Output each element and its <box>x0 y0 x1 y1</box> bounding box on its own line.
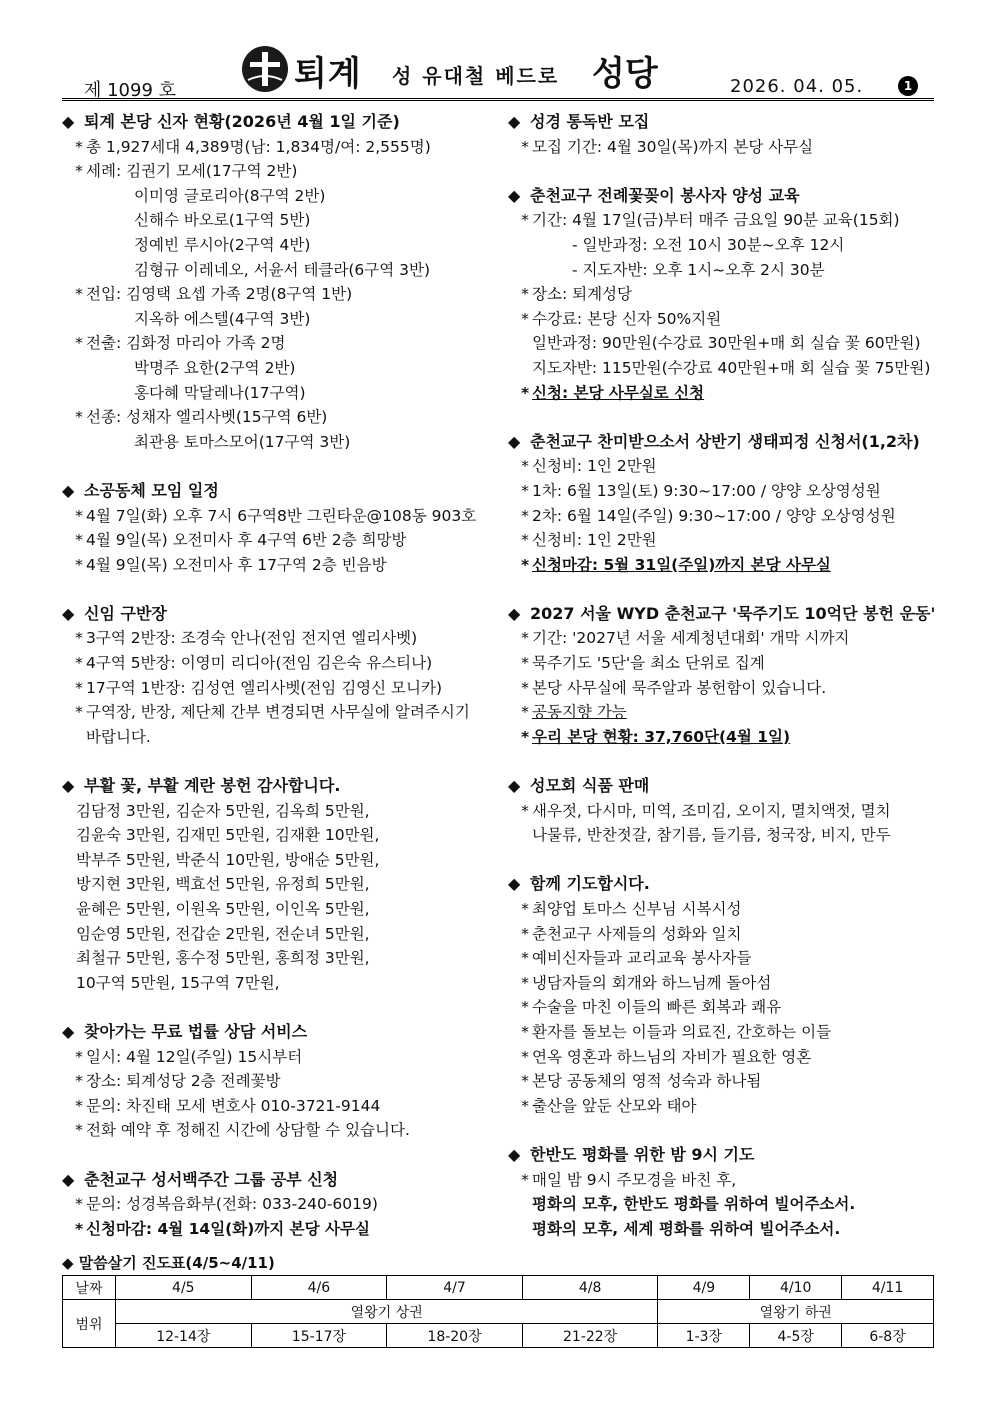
table-cell: 12-14장 <box>116 1324 252 1348</box>
table-cell: 6-8장 <box>842 1324 934 1348</box>
small-community-section <box>62 479 502 577</box>
list-item: 윤혜은 5만원, 이원옥 5만원, 이인옥 5만원, <box>76 900 370 918</box>
asterisk-bullet-icon: * <box>75 555 83 574</box>
list-item: 나물류, 반찬젓갈, 참기름, 들기름, 청국장, 비지, 만두 <box>532 826 891 845</box>
church-word: 성당 <box>592 54 658 94</box>
list-item: 문의: 차진태 모세 변호사 010-3721-9144 <box>86 1096 381 1115</box>
list-item: 박명주 요한(2구역 2반) <box>134 358 296 377</box>
list-item: 방지현 3만원, 백효선 5만원, 유정희 5만원, <box>76 875 370 894</box>
list-item: 연옥 영혼과 하느님의 자비가 필요한 영혼 <box>532 1047 812 1066</box>
section-title: 소공동체 모임 일정 <box>84 480 219 500</box>
list-item: 일반과정: 90만원(수강료 30만원+매 회 실습 꽃 60만원) <box>532 334 921 353</box>
section-title: 퇴계 본당 신자 현황(2026년 4월 1일 기준) <box>84 112 400 131</box>
list-item: - 일반과정: 오전 10시 30분~오후 12시 <box>572 235 845 254</box>
list-item: 매일 밤 9시 주모경을 바친 후, <box>532 1170 737 1189</box>
section-title: 한반도 평화를 위한 밤 9시 기도 <box>530 1144 755 1164</box>
list-item: 전입: 김영택 요셉 가족 2명(8구역 1반) <box>86 285 353 304</box>
asterisk-bullet-icon: * <box>74 1219 84 1238</box>
asterisk-bullet-icon: * <box>75 285 83 304</box>
easter-thanks-section <box>62 774 502 995</box>
asterisk-bullet-icon: * <box>75 506 83 525</box>
diamond-bullet-icon: ◆ <box>508 1144 521 1164</box>
list-item: 전출: 김화정 마리아 가족 2명 <box>86 334 286 353</box>
asterisk-bullet-icon: * <box>521 309 529 328</box>
table-cell: 4/9 <box>658 1276 750 1300</box>
list-item: 임순영 5만원, 전갑순 2만원, 전순녀 5만원, <box>76 924 370 943</box>
list-item: 본당 사무실에 묵주알과 봉헌함이 있습니다. <box>532 678 827 697</box>
list-item: 일시: 4월 12일(주일) 15시부터 <box>86 1047 303 1066</box>
list-item: 기간: '2027년 서울 세계청년대회' 개막 시까지 <box>532 629 850 648</box>
list-item: 4월 7일(화) 오후 7시 6구역8반 그린타운@108동 903호 <box>86 506 477 525</box>
left-column <box>62 110 502 1266</box>
list-item: 출산을 앞둔 산모와 태아 <box>532 1096 697 1115</box>
asterisk-bullet-icon: * <box>75 137 83 156</box>
asterisk-bullet-icon: * <box>75 678 83 697</box>
list-item: 신해수 바오로(1구역 5반) <box>134 211 311 230</box>
asterisk-bullet-icon: * <box>521 1072 529 1091</box>
peace-prayer-section <box>508 1143 938 1241</box>
asterisk-bullet-icon: * <box>521 654 529 673</box>
diamond-bullet-icon: ◆ <box>508 776 521 796</box>
asterisk-bullet-icon: * <box>521 1170 529 1189</box>
list-item: 평화의 모후, 한반도 평화를 위하여 빌어주소서. <box>532 1195 856 1214</box>
table-row <box>63 1276 934 1300</box>
table-cell: 4/10 <box>750 1276 842 1300</box>
list-item: 최철규 5만원, 홍수정 5만원, 홍희정 3만원, <box>76 949 370 968</box>
table-cell: 1-3장 <box>658 1324 750 1348</box>
bible-study-section <box>62 1168 502 1242</box>
asterisk-bullet-icon: * <box>75 334 83 353</box>
list-item: 정예빈 루시아(2구역 4반) <box>134 235 311 254</box>
diamond-bullet-icon: ◆ <box>62 603 75 623</box>
list-item: 지옥하 에스텔(4구역 3반) <box>134 309 311 328</box>
asterisk-bullet-icon: * <box>75 1195 83 1214</box>
list-item: 1차: 6월 13일(토) 9:30~17:00 / 양양 오상영성원 <box>532 481 881 500</box>
asterisk-bullet-icon: * <box>521 137 529 156</box>
list-item: 수강료: 본당 신자 50%지원 <box>532 309 722 328</box>
asterisk-bullet-icon: * <box>75 703 83 722</box>
asterisk-bullet-icon: * <box>520 383 530 402</box>
list-item: 신청: 본당 사무실로 신청 <box>532 383 705 402</box>
header-divider <box>62 98 934 101</box>
list-item: 구역장, 반장, 제단체 간부 변경되면 사무실에 알려주시기 <box>86 703 470 722</box>
list-item: 바랍니다. <box>86 727 151 746</box>
section-title: 춘천교구 찬미받으소서 상반기 생태피정 신청서(1,2차) <box>530 431 920 451</box>
table-cell: 21-22장 <box>522 1324 658 1348</box>
section-title: 춘천교구 성서백주간 그룹 공부 신청 <box>84 1169 339 1189</box>
list-item: 새우젓, 다시마, 미역, 조미김, 오이지, 멸치액젓, 멸치 <box>532 801 891 820</box>
asterisk-bullet-icon: * <box>521 973 529 992</box>
list-item: 4월 9일(목) 오전미사 후 4구역 6반 2층 희망방 <box>86 531 407 550</box>
asterisk-bullet-icon: * <box>521 924 529 943</box>
list-item: 기간: 4월 17일(금)부터 매주 금요일 90분 교육(15회) <box>532 211 900 230</box>
section-title: 춘천교구 전례꽃꽂이 봉사자 양성 교육 <box>530 185 800 205</box>
asterisk-bullet-icon: * <box>521 481 529 500</box>
table-cell: 4/5 <box>116 1276 252 1300</box>
list-item: 묵주기도 '5단'을 최소 단위로 집계 <box>532 654 765 673</box>
table-cell: 열왕기 상권 <box>116 1300 658 1324</box>
list-item: 장소: 퇴계성당 2층 전례꽃방 <box>86 1072 281 1091</box>
asterisk-bullet-icon: * <box>521 1047 529 1066</box>
reading-plan-table <box>62 1275 934 1348</box>
parish-status-section <box>62 110 502 454</box>
table-cell: 4/11 <box>842 1276 934 1300</box>
list-item: 2차: 6월 14일(주일) 9:30~17:00 / 양양 오상영성원 <box>532 506 896 525</box>
list-item: 본당 공동체의 영적 성숙과 하나됨 <box>532 1072 762 1091</box>
list-item: 환자를 돌보는 이들과 의료진, 간호하는 이들 <box>532 1022 832 1041</box>
list-item: 이미영 글로리아(8구역 2반) <box>134 186 326 205</box>
section-title: 함께 기도합시다. <box>530 874 650 894</box>
diamond-bullet-icon: ◆ <box>508 185 521 205</box>
list-item: 박부주 5만원, 박준식 10만원, 방애순 5만원, <box>76 850 380 869</box>
issue-number: 제 1099 호 <box>84 80 177 101</box>
asterisk-bullet-icon: * <box>521 285 529 304</box>
diamond-bullet-icon: ◆ <box>508 874 521 894</box>
list-item: 세례: 김권기 모세(17구역 2반) <box>86 162 298 181</box>
table-cell: 열왕기 하권 <box>658 1300 934 1324</box>
bulletin-header <box>62 42 934 101</box>
asterisk-bullet-icon: * <box>75 531 83 550</box>
diamond-bullet-icon: ◆ <box>62 112 75 131</box>
asterisk-bullet-icon: * <box>75 1072 83 1091</box>
list-item: 수술을 마친 이들의 빠른 회복과 쾌유 <box>532 998 782 1017</box>
list-item: 4월 9일(목) 오전미사 후 17구역 2층 빈음방 <box>86 555 387 574</box>
issue-date: 2026. 04. 05. <box>730 76 864 97</box>
diamond-bullet-icon: ◆ <box>62 480 75 500</box>
table-cell: 18-20장 <box>387 1324 523 1348</box>
asterisk-bullet-icon: * <box>75 408 83 427</box>
list-item: 김담정 3만원, 김순자 5만원, 김옥희 5만원, <box>76 801 370 820</box>
diamond-bullet-icon: ◆ <box>508 603 521 623</box>
section-title: 성경 통독반 모집 <box>530 112 650 131</box>
section-title: 찾아가는 무료 법률 상담 서비스 <box>84 1021 308 1041</box>
table-cell: 4/8 <box>522 1276 658 1300</box>
list-item: 평화의 모후, 세계 평화를 위하여 빌어주소서. <box>532 1219 841 1238</box>
asterisk-bullet-icon: * <box>521 801 529 820</box>
list-item: 최관용 토마스모어(17구역 3반) <box>134 432 351 451</box>
list-item: 공동지향 가능 <box>532 703 627 722</box>
diamond-bullet-icon: ◆ <box>508 112 521 131</box>
legal-consult-section <box>62 1020 502 1143</box>
range-header: 범위 <box>63 1300 116 1348</box>
list-item: 신청비: 1인 2만원 <box>532 457 657 476</box>
diamond-bullet-icon: ◆ <box>508 431 521 451</box>
asterisk-bullet-icon: * <box>75 162 83 181</box>
diamond-bullet-icon: ◆ <box>62 1169 75 1189</box>
list-item: 전화 예약 후 정해진 시간에 상담할 수 있습니다. <box>86 1121 410 1140</box>
list-item: 4구역 5반장: 이영미 리디아(전임 김은숙 유스티나) <box>86 654 433 673</box>
church-patron: 성 유대철 베드로 <box>392 64 560 88</box>
table-cell: 4-5장 <box>750 1324 842 1348</box>
plan-title: 말씀살기 진도표(4/5~4/11) <box>78 1254 275 1272</box>
table-row <box>63 1300 934 1324</box>
food-sale-section <box>508 774 938 848</box>
table-row <box>63 1324 934 1348</box>
table-cell: 4/7 <box>387 1276 523 1300</box>
new-leaders-section <box>62 602 502 750</box>
list-item: 문의: 성경복음화부(전화: 033-240-6019) <box>86 1195 378 1214</box>
asterisk-bullet-icon: * <box>521 457 529 476</box>
asterisk-bullet-icon: * <box>521 998 529 1017</box>
asterisk-bullet-icon: * <box>521 531 529 550</box>
asterisk-bullet-icon: * <box>521 678 529 697</box>
section-title: 신임 구반장 <box>84 603 167 623</box>
asterisk-bullet-icon: * <box>520 555 530 574</box>
table-cell: 4/6 <box>251 1276 387 1300</box>
list-item: 10구역 5만원, 15구역 7만원, <box>76 973 280 992</box>
list-item: 김형규 이레네오, 서윤서 테클라(6구역 3반) <box>134 260 431 279</box>
eco-retreat-section <box>508 430 938 578</box>
asterisk-bullet-icon: * <box>521 949 529 968</box>
asterisk-bullet-icon: * <box>75 654 83 673</box>
list-item: 냉담자들의 회개와 하느님께 돌아섬 <box>532 973 772 992</box>
asterisk-bullet-icon: * <box>521 703 529 722</box>
list-item: - 지도자반: 오후 1시~오후 2시 30분 <box>572 260 825 279</box>
asterisk-bullet-icon: * <box>521 1096 529 1115</box>
section-title: 2027 서울 WYD 춘천교구 '묵주기도 10억단 봉헌 운동' <box>530 603 936 623</box>
page-number-badge: 1 <box>898 76 918 96</box>
list-item: 모집 기간: 4월 30일(목)까지 본당 사무실 <box>532 137 814 156</box>
asterisk-bullet-icon: * <box>75 1047 83 1066</box>
asterisk-bullet-icon: * <box>521 629 529 648</box>
list-item: 예비신자들과 교리교육 봉사자들 <box>532 949 752 968</box>
list-item: 춘천교구 사제들의 성화와 일치 <box>532 924 742 943</box>
list-item: 신청마감: 4월 14일(화)까지 본당 사무실 <box>86 1219 370 1238</box>
asterisk-bullet-icon: * <box>75 1096 83 1115</box>
asterisk-bullet-icon: * <box>521 506 529 525</box>
diamond-bullet-icon: ◆ <box>62 776 75 796</box>
list-item: 우리 본당 현황: 37,760단(4월 1일) <box>532 727 791 746</box>
bible-reading-section <box>508 110 938 159</box>
asterisk-bullet-icon: * <box>521 1022 529 1041</box>
church-cross-logo-icon <box>242 46 288 92</box>
table-cell: 15-17장 <box>251 1324 387 1348</box>
right-column <box>508 110 938 1266</box>
list-item: 지도자반: 115만원(수강료 40만원+매 회 실습 꽃 75만원) <box>532 358 931 377</box>
prayer-section <box>508 872 938 1118</box>
church-name: 퇴계 <box>294 54 362 94</box>
list-item: 최양업 토마스 신부님 시복시성 <box>532 900 742 918</box>
asterisk-bullet-icon: * <box>75 1121 83 1140</box>
list-item: 선종: 성채자 엘리사벳(15구역 6반) <box>86 408 328 427</box>
rosary-campaign-section <box>508 602 938 750</box>
list-item: 김윤숙 3만원, 김재민 5만원, 김재환 10만원, <box>76 826 380 845</box>
asterisk-bullet-icon: * <box>520 727 530 746</box>
asterisk-bullet-icon: * <box>521 211 529 230</box>
flower-education-section <box>508 184 938 405</box>
date-header: 날짜 <box>63 1276 116 1300</box>
list-item: 홍다혜 막달레나(17구역) <box>134 383 306 402</box>
list-item: 신청비: 1인 2만원 <box>532 531 657 550</box>
list-item: 3구역 2반장: 조경숙 안나(전임 전지연 엘리사벳) <box>86 629 418 648</box>
list-item: 장소: 퇴계성당 <box>532 285 632 304</box>
diamond-bullet-icon: ◆ <box>62 1021 75 1041</box>
list-item: 17구역 1반장: 김성연 엘리사벳(전임 김영신 모니카) <box>86 678 443 697</box>
asterisk-bullet-icon: * <box>75 629 83 648</box>
asterisk-bullet-icon: * <box>521 900 529 918</box>
list-item: 총 1,927세대 4,389명(남: 1,834명/여: 2,555명) <box>86 137 431 156</box>
list-item: 신청마감: 5월 31일(주일)까지 본당 사무실 <box>532 555 831 574</box>
section-title: 성모회 식품 판매 <box>530 776 650 796</box>
diamond-bullet-icon: ◆ <box>62 1254 79 1272</box>
section-title: 부활 꽃, 부활 계란 봉헌 감사합니다. <box>84 776 341 796</box>
